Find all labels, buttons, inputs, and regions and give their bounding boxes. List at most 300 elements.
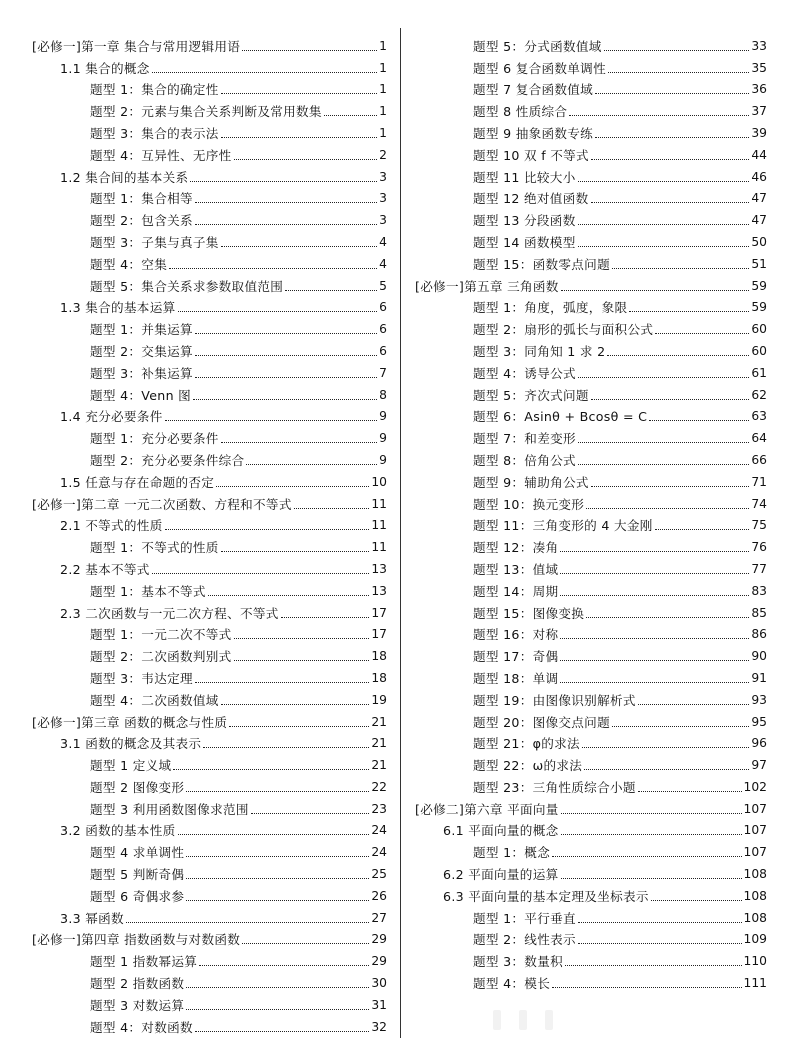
- toc-entry-title: 题型 3：补集运算: [90, 365, 193, 381]
- toc-entry-title: 题型 5：齐次式问题: [473, 387, 589, 403]
- toc-page-number: 8: [379, 387, 387, 402]
- toc-question-type-entry[interactable]: [415, 969, 767, 991]
- toc-page-number: 47: [751, 213, 767, 228]
- toc-section-entry[interactable]: [32, 294, 387, 316]
- toc-question-type-entry[interactable]: [415, 206, 767, 228]
- toc-question-type-entry[interactable]: [415, 446, 767, 468]
- toc-page-number: 3: [379, 169, 387, 184]
- toc-entry-title: 题型 1：角度，弧度，象限: [473, 300, 628, 316]
- toc-question-type-entry[interactable]: [415, 381, 767, 403]
- toc-question-type-entry[interactable]: [32, 1013, 387, 1035]
- toc-question-type-entry[interactable]: [415, 904, 767, 926]
- toc-question-type-entry[interactable]: [415, 141, 767, 163]
- toc-entry-title: 题型 4 求单调性: [90, 845, 185, 861]
- toc-dot-leader: [195, 333, 377, 334]
- toc-section-entry[interactable]: [32, 403, 387, 425]
- toc-dot-leader: [195, 1031, 369, 1032]
- toc-question-type-entry[interactable]: [415, 838, 767, 860]
- toc-dot-leader: [152, 573, 370, 574]
- toc-page-number: 6: [379, 300, 387, 315]
- toc-question-type-entry[interactable]: [32, 272, 387, 294]
- toc-dot-leader: [221, 551, 370, 552]
- toc-entry-title: 6.3 平面向量的基本定理及坐标表示: [443, 888, 649, 904]
- toc-page-number: 46: [751, 169, 767, 184]
- toc-dot-leader: [591, 202, 750, 203]
- column-divider: [400, 28, 401, 1038]
- toc-dot-leader: [186, 900, 369, 901]
- toc-section-entry[interactable]: [415, 817, 767, 839]
- toc-entry-title: 题型 19：由图像识别解析式: [473, 692, 636, 708]
- toc-page-number: 109: [743, 932, 767, 947]
- toc-dot-leader: [560, 682, 749, 683]
- toc-entry-title: 题型 1：一元二次不等式: [90, 627, 232, 643]
- toc-page-number: 17: [371, 605, 387, 620]
- toc-entry-title: 题型 3：子集与真子集: [90, 234, 219, 250]
- watermark-mark: [545, 1010, 553, 1030]
- toc-question-type-entry[interactable]: [415, 664, 767, 686]
- toc-entry-title: 题型 9 抽象函数专练: [473, 125, 594, 141]
- toc-entry-title: 题型 2：二次函数判别式: [90, 649, 232, 665]
- toc-question-type-entry[interactable]: [32, 773, 387, 795]
- toc-entry-title: 题型 4：对数函数: [90, 1019, 193, 1035]
- toc-page-number: 63: [751, 409, 767, 424]
- toc-question-type-entry[interactable]: [415, 228, 767, 250]
- toc-question-type-entry[interactable]: [415, 621, 767, 643]
- toc-page-number: 90: [751, 649, 767, 664]
- toc-dot-leader: [608, 72, 749, 73]
- toc-question-type-entry[interactable]: [415, 76, 767, 98]
- toc-page-number: 93: [751, 692, 767, 707]
- toc-page-number: 39: [751, 125, 767, 140]
- toc-entry-title: 题型 3：集合的表示法: [90, 125, 219, 141]
- toc-page-number: 36: [751, 82, 767, 97]
- toc-question-type-entry[interactable]: [415, 294, 767, 316]
- toc-entry-title: 1.5 任意与存在命题的否定: [60, 474, 215, 490]
- toc-entry-title: 题型 1：基本不等式: [90, 583, 206, 599]
- toc-question-type-entry[interactable]: [415, 773, 767, 795]
- toc-page-number: 11: [371, 518, 387, 533]
- toc-dot-leader: [584, 769, 749, 770]
- toc-question-type-entry[interactable]: [32, 882, 387, 904]
- toc-entry-title: [必修一]第五章 三角函数: [415, 278, 559, 294]
- toc-dot-leader: [195, 377, 377, 378]
- toc-question-type-entry[interactable]: [415, 533, 767, 555]
- toc-page-number: 108: [743, 867, 767, 882]
- toc-dot-leader: [294, 508, 370, 509]
- toc-entry-title: 题型 8 性质综合: [473, 104, 568, 120]
- toc-question-type-entry[interactable]: [415, 555, 767, 577]
- toc-question-type-entry[interactable]: [32, 119, 387, 141]
- toc-dot-leader: [242, 50, 377, 51]
- toc-question-type-entry[interactable]: [415, 119, 767, 141]
- toc-dot-leader: [186, 878, 369, 879]
- toc-dot-leader: [199, 965, 369, 966]
- toc-page-number: 24: [371, 823, 387, 838]
- toc-entry-title: [必修一]第四章 指数函数与对数函数: [32, 932, 241, 948]
- toc-page-number: 18: [371, 670, 387, 685]
- toc-entry-title: 题型 5：集合关系求参数取值范围: [90, 278, 284, 294]
- toc-page-number: 9: [379, 452, 387, 467]
- watermark-mark: [493, 1010, 501, 1030]
- toc-right-column: [415, 32, 767, 991]
- toc-page-number: 6: [379, 343, 387, 358]
- toc-question-type-entry[interactable]: [32, 686, 387, 708]
- toc-section-entry[interactable]: [32, 54, 387, 76]
- toc-page-number: 96: [751, 736, 767, 751]
- toc-page-number: 1: [379, 104, 387, 119]
- toc-question-type-entry[interactable]: [415, 163, 767, 185]
- toc-page-number: 27: [371, 910, 387, 925]
- toc-question-type-entry[interactable]: [32, 947, 387, 969]
- toc-left-column: [32, 32, 387, 1035]
- toc-page-number: 66: [751, 452, 767, 467]
- toc-page-number: 51: [751, 256, 767, 271]
- toc-dot-leader: [578, 442, 749, 443]
- toc-page-number: 71: [751, 474, 767, 489]
- toc-question-type-entry[interactable]: [32, 577, 387, 599]
- toc-entry-title: 题型 1：并集运算: [90, 322, 193, 338]
- toc-page-number: 5: [379, 278, 387, 293]
- toc-entry-title: 题型 3 利用函数图像求范围: [90, 801, 249, 817]
- toc-page-number: 107: [743, 823, 767, 838]
- toc-page-number: 9: [379, 409, 387, 424]
- toc-question-type-entry[interactable]: [32, 185, 387, 207]
- toc-entry-title: 题型 10 双 f 不等式: [473, 147, 589, 163]
- toc-question-type-entry[interactable]: [32, 664, 387, 686]
- toc-dot-leader: [195, 224, 377, 225]
- toc-question-type-entry[interactable]: [415, 686, 767, 708]
- toc-question-type-entry[interactable]: [415, 337, 767, 359]
- toc-page-number: 10: [371, 474, 387, 489]
- toc-question-type-entry[interactable]: [32, 250, 387, 272]
- toc-page-number: 32: [371, 1019, 387, 1034]
- toc-entry-title: 题型 2 图像变形: [90, 779, 185, 795]
- toc-section-entry[interactable]: [32, 163, 387, 185]
- toc-entry-title: 2.3 二次函数与一元二次方程、不等式: [60, 605, 279, 621]
- toc-entry-title: 题型 6：Asinθ + Bcosθ = C: [473, 409, 648, 425]
- toc-entry-title: 2.2 基本不等式: [60, 561, 150, 577]
- toc-question-type-entry[interactable]: [32, 751, 387, 773]
- toc-page-number: 17: [371, 627, 387, 642]
- toc-dot-leader: [651, 900, 742, 901]
- toc-page-number: 3: [379, 191, 387, 206]
- toc-page-number: 30: [371, 976, 387, 991]
- toc-question-type-entry[interactable]: [32, 838, 387, 860]
- toc-entry-title: 3.3 幂函数: [60, 910, 124, 926]
- toc-page-number: 13: [371, 561, 387, 576]
- toc-page-number: 86: [751, 627, 767, 642]
- toc-entry-title: 题型 1：平行垂直: [473, 910, 576, 926]
- toc-page-number: 97: [751, 758, 767, 773]
- toc-question-type-entry[interactable]: [32, 228, 387, 250]
- toc-page-number: 64: [751, 431, 767, 446]
- toc-dot-leader: [186, 791, 369, 792]
- toc-dot-leader: [649, 420, 749, 421]
- toc-question-type-entry[interactable]: [32, 337, 387, 359]
- toc-question-type-entry[interactable]: [32, 424, 387, 446]
- toc-page-number: 11: [371, 540, 387, 555]
- toc-entry-title: 题型 3：韦达定理: [90, 670, 193, 686]
- toc-page-number: 44: [751, 147, 767, 162]
- toc-section-entry[interactable]: [415, 882, 767, 904]
- toc-dot-leader: [595, 137, 749, 138]
- toc-page-number: 108: [743, 910, 767, 925]
- toc-entry-title: 题型 15：函数零点问题: [473, 256, 610, 272]
- toc-page-number: 21: [371, 736, 387, 751]
- toc-dot-leader: [560, 660, 749, 661]
- toc-dot-leader: [578, 246, 750, 247]
- toc-entry-title: 3.1 函数的概念及其表示: [60, 736, 202, 752]
- toc-dot-leader: [221, 704, 370, 705]
- toc-question-type-entry[interactable]: [415, 468, 767, 490]
- toc-entry-title: 题型 1：概念: [473, 845, 551, 861]
- toc-dot-leader: [612, 726, 749, 727]
- toc-dot-leader: [195, 202, 377, 203]
- toc-dot-leader: [586, 508, 749, 509]
- toc-question-type-entry[interactable]: [32, 969, 387, 991]
- toc-question-type-entry[interactable]: [415, 577, 767, 599]
- toc-entry-title: 题型 6 复合函数单调性: [473, 60, 606, 76]
- toc-dot-leader: [629, 311, 749, 312]
- toc-entry-title: 题型 4：模长: [473, 976, 551, 992]
- toc-dot-leader: [165, 529, 370, 530]
- toc-chapter-entry[interactable]: [32, 708, 387, 730]
- toc-question-type-entry[interactable]: [415, 512, 767, 534]
- toc-dot-leader: [595, 93, 749, 94]
- toc-question-type-entry[interactable]: [415, 926, 767, 948]
- toc-page-number: 59: [751, 278, 767, 293]
- toc-dot-leader: [234, 660, 370, 661]
- toc-entry-title: [必修一]第二章 一元二次函数、方程和不等式: [32, 496, 292, 512]
- toc-question-type-entry[interactable]: [415, 599, 767, 621]
- toc-entry-title: 题型 9：辅助角公式: [473, 474, 589, 490]
- toc-page-number: 59: [751, 300, 767, 315]
- toc-question-type-entry[interactable]: [415, 185, 767, 207]
- toc-entry-title: 题型 1：集合的确定性: [90, 82, 219, 98]
- toc-dot-leader: [578, 922, 742, 923]
- toc-dot-leader: [195, 682, 369, 683]
- toc-entry-title: 题型 1：集合相等: [90, 191, 193, 207]
- toc-question-type-entry[interactable]: [415, 751, 767, 773]
- toc-page-number: 60: [751, 343, 767, 358]
- toc-section-entry[interactable]: [415, 860, 767, 882]
- toc-dot-leader: [178, 311, 378, 312]
- toc-dot-leader: [216, 486, 369, 487]
- toc-question-type-entry[interactable]: [415, 730, 767, 752]
- toc-dot-leader: [126, 922, 369, 923]
- toc-entry-title: 题型 2：扇形的弧长与面积公式: [473, 322, 654, 338]
- toc-question-type-entry[interactable]: [415, 424, 767, 446]
- toc-dot-leader: [612, 268, 749, 269]
- toc-entry-title: 题型 4：互异性、无序性: [90, 147, 232, 163]
- toc-entry-title: 题型 3：同角知 1 求 2: [473, 343, 606, 359]
- toc-entry-title: 题型 14 函数模型: [473, 234, 576, 250]
- toc-page-number: 24: [371, 845, 387, 860]
- toc-dot-leader: [221, 137, 378, 138]
- toc-question-type-entry[interactable]: [32, 860, 387, 882]
- toc-question-type-entry[interactable]: [415, 642, 767, 664]
- toc-question-type-entry[interactable]: [415, 947, 767, 969]
- toc-page-number: 47: [751, 191, 767, 206]
- toc-page-number: 61: [751, 365, 767, 380]
- toc-chapter-entry[interactable]: [32, 490, 387, 512]
- toc-entry-title: 题型 1 指数幂运算: [90, 954, 198, 970]
- toc-entry-title: 题型 10：换元变形: [473, 496, 585, 512]
- toc-chapter-entry[interactable]: [32, 926, 387, 948]
- toc-page-number: 91: [751, 670, 767, 685]
- toc-question-type-entry[interactable]: [415, 403, 767, 425]
- toc-page-number: 23: [371, 801, 387, 816]
- toc-question-type-entry[interactable]: [415, 250, 767, 272]
- toc-dot-leader: [221, 93, 378, 94]
- toc-page-number: 21: [371, 758, 387, 773]
- toc-page-number: 95: [751, 714, 767, 729]
- toc-dot-leader: [165, 420, 378, 421]
- toc-dot-leader: [591, 486, 750, 487]
- toc-dot-leader: [552, 856, 741, 857]
- toc-dot-leader: [186, 1009, 369, 1010]
- toc-entry-title: 题型 2：包含关系: [90, 213, 193, 229]
- toc-question-type-entry[interactable]: [32, 991, 387, 1013]
- toc-dot-leader: [195, 355, 377, 356]
- toc-entry-title: 题型 18：单调: [473, 670, 559, 686]
- toc-page-number: 60: [751, 322, 767, 337]
- toc-dot-leader: [285, 290, 377, 291]
- toc-dot-leader: [242, 943, 369, 944]
- toc-question-type-entry[interactable]: [32, 446, 387, 468]
- toc-entry-title: 题型 12 绝对值函数: [473, 191, 589, 207]
- toc-entry-title: 1.2 集合间的基本关系: [60, 169, 189, 185]
- toc-page-number: 77: [751, 561, 767, 576]
- toc-dot-leader: [190, 181, 377, 182]
- toc-question-type-entry[interactable]: [415, 315, 767, 337]
- toc-dot-leader: [655, 333, 749, 334]
- toc-page-number: 31: [371, 997, 387, 1012]
- toc-page-number: 50: [751, 234, 767, 249]
- toc-entry-title: 题型 4：二次函数值域: [90, 692, 219, 708]
- toc-dot-leader: [178, 834, 370, 835]
- toc-question-type-entry[interactable]: [415, 490, 767, 512]
- toc-entry-title: 6.2 平面向量的运算: [443, 867, 559, 883]
- toc-question-type-entry[interactable]: [32, 141, 387, 163]
- toc-page-number: 33: [751, 38, 767, 53]
- toc-question-type-entry[interactable]: [32, 359, 387, 381]
- toc-dot-leader: [251, 813, 370, 814]
- toc-question-type-entry[interactable]: [32, 97, 387, 119]
- toc-dot-leader: [560, 551, 749, 552]
- toc-question-type-entry[interactable]: [415, 32, 767, 54]
- toc-page-number: 111: [743, 976, 767, 991]
- toc-dot-leader: [221, 442, 378, 443]
- toc-page-number: 7: [379, 365, 387, 380]
- toc-entry-title: 题型 4：诱导公式: [473, 365, 576, 381]
- toc-dot-leader: [578, 377, 749, 378]
- toc-question-type-entry[interactable]: [32, 206, 387, 228]
- toc-question-type-entry[interactable]: [32, 795, 387, 817]
- toc-chapter-entry[interactable]: [32, 32, 387, 54]
- toc-dot-leader: [152, 72, 377, 73]
- toc-dot-leader: [582, 747, 749, 748]
- toc-page-number: 22: [371, 779, 387, 794]
- toc-question-type-entry[interactable]: [32, 76, 387, 98]
- toc-entry-title: 题型 14：周期: [473, 583, 559, 599]
- toc-question-type-entry[interactable]: [32, 533, 387, 555]
- toc-chapter-entry[interactable]: [415, 795, 767, 817]
- toc-question-type-entry[interactable]: [415, 359, 767, 381]
- toc-entry-title: 题型 11 比较大小: [473, 169, 576, 185]
- toc-page-number: 4: [379, 256, 387, 271]
- toc-section-entry[interactable]: [32, 599, 387, 621]
- toc-question-type-entry[interactable]: [32, 381, 387, 403]
- toc-dot-leader: [591, 159, 749, 160]
- toc-section-entry[interactable]: [32, 555, 387, 577]
- toc-section-entry[interactable]: [32, 468, 387, 490]
- toc-page-number: 21: [371, 714, 387, 729]
- toc-dot-leader: [173, 769, 369, 770]
- toc-question-type-entry[interactable]: [415, 708, 767, 730]
- toc-entry-title: 题型 2 指数函数: [90, 976, 185, 992]
- toc-dot-leader: [638, 704, 750, 705]
- toc-entry-title: 题型 2：线性表示: [473, 932, 576, 948]
- toc-page-number: 9: [379, 431, 387, 446]
- toc-page-number: 35: [751, 60, 767, 75]
- toc-page-number: 19: [371, 692, 387, 707]
- toc-entry-title: 题型 17：奇偶: [473, 649, 559, 665]
- toc-dot-leader: [203, 747, 369, 748]
- toc-dot-leader: [578, 464, 749, 465]
- toc-page-number: 74: [751, 496, 767, 511]
- toc-entry-title: 题型 7 复合函数值域: [473, 82, 594, 98]
- toc-chapter-entry[interactable]: [415, 272, 767, 294]
- toc-dot-leader: [578, 943, 742, 944]
- toc-entry-title: 题型 3：数量积: [473, 954, 563, 970]
- toc-entry-title: 题型 7：和差变形: [473, 431, 576, 447]
- toc-section-entry[interactable]: [32, 904, 387, 926]
- toc-page-number: 1: [379, 38, 387, 53]
- toc-page-number: 85: [751, 605, 767, 620]
- toc-section-entry[interactable]: [32, 512, 387, 534]
- watermark-mark: [519, 1010, 527, 1030]
- toc-dot-leader: [578, 181, 750, 182]
- toc-page-number: 26: [371, 888, 387, 903]
- toc-entry-title: 题型 2：充分必要条件综合: [90, 452, 245, 468]
- toc-dot-leader: [186, 987, 369, 988]
- toc-page-number: 11: [371, 496, 387, 511]
- toc-section-entry[interactable]: [32, 817, 387, 839]
- toc-section-entry[interactable]: [32, 730, 387, 752]
- toc-page-number: 1: [379, 82, 387, 97]
- toc-entry-title: 3.2 函数的基本性质: [60, 823, 176, 839]
- toc-page-number: 4: [379, 234, 387, 249]
- toc-dot-leader: [578, 224, 750, 225]
- toc-question-type-entry[interactable]: [415, 97, 767, 119]
- toc-page-number: 108: [743, 888, 767, 903]
- toc-page-number: 3: [379, 213, 387, 228]
- toc-dot-leader: [552, 987, 741, 988]
- toc-page-number: 102: [743, 779, 767, 794]
- toc-entry-title: 题型 11：三角变形的 4 大金刚: [473, 518, 653, 534]
- toc-entry-title: 题型 12：凑角: [473, 540, 559, 556]
- toc-question-type-entry[interactable]: [32, 621, 387, 643]
- toc-page-number: 29: [371, 954, 387, 969]
- toc-question-type-entry[interactable]: [32, 642, 387, 664]
- toc-entry-title: [必修一]第三章 函数的概念与性质: [32, 714, 228, 730]
- toc-dot-leader: [229, 726, 369, 727]
- toc-dot-leader: [569, 115, 749, 116]
- toc-page-number: 1: [379, 60, 387, 75]
- toc-question-type-entry[interactable]: [415, 54, 767, 76]
- toc-question-type-entry[interactable]: [32, 315, 387, 337]
